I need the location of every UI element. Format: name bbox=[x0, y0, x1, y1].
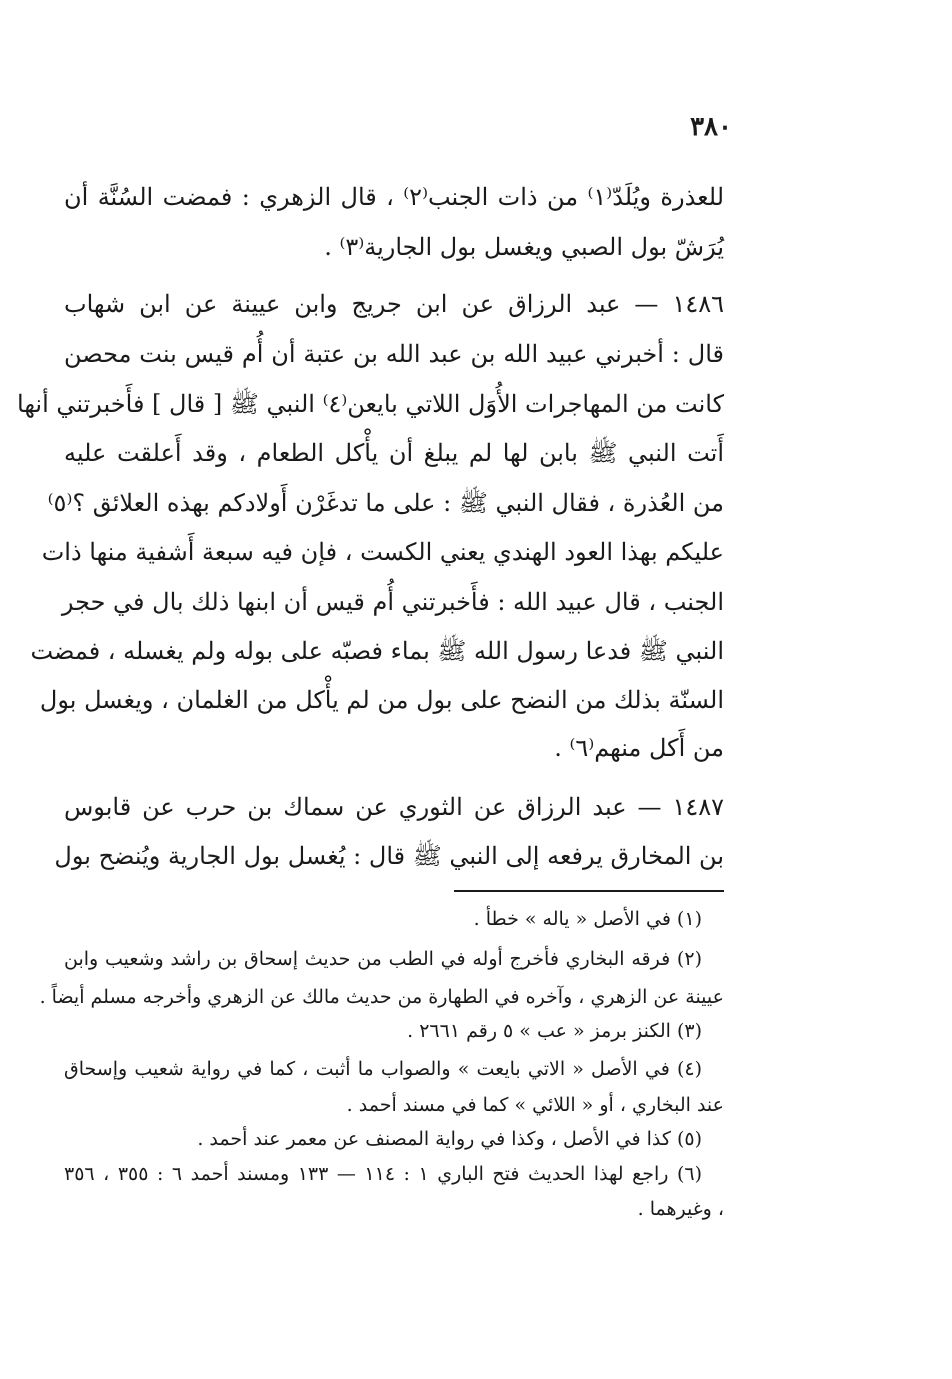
footnote: (١) في الأصل « ياله » خطأ . bbox=[473, 908, 702, 930]
footnote-separator bbox=[454, 890, 724, 892]
body-line: ١٤٨٧ — عبد الرزاق عن الثوري عن سماك بن حرب عن قابوس bbox=[64, 793, 724, 821]
body-line: أَتت النبي ﷺ بابن لها لم يبلغ أن يأْكل الطعام ، وقد أَعلقت عليه bbox=[64, 439, 724, 467]
footnote: (٦) راجع لهذا الحديث فتح الباري ١ : ١١٤ — ١٣٣ ومسند أحمد ٦ : ٣٥٥ ، ٣٥٦ bbox=[64, 1163, 703, 1185]
body-line: النبي ﷺ فدعا رسول الله ﷺ بماء فصبّه على بوله ولم يغسله ، فمضت bbox=[30, 637, 724, 665]
footnote: ، وغيرهما . bbox=[637, 1198, 724, 1220]
page-number: ٣٨٠ bbox=[690, 112, 732, 142]
footnote: (٤) في الأصل « الاتي بايعت » والصواب ما أثبت ، كما في رواية شعيب وإسحاق bbox=[64, 1058, 702, 1080]
footnote: (٢) فرقه البخاري فأخرج أوله في الطب من حديث إسحاق بن راشد وشعيب وابن bbox=[64, 948, 702, 970]
body-line: للعذرة ويُلَدّ⁽١⁾ من ذات الجنب⁽٢⁾ ، قال الزهري : فمضت السُنَّة أن bbox=[64, 183, 725, 211]
body-line: كانت من المهاجرات الأُوَل اللاتي بايعن⁽٤⁾ النبي ﷺ [ قال ] فأَخبرتني أنها bbox=[17, 390, 724, 418]
body-line: من أَكل منهم⁽٦⁾ . bbox=[554, 734, 724, 762]
footnote: عيينة عن الزهري ، وآخره في الطهارة من حديث مالك عن الزهري وأخرجه مسلم أيضاً . bbox=[39, 986, 724, 1008]
body-line: ١٤٨٦ — عبد الرزاق عن ابن جريج وابن عيينة عن ابن شهاب bbox=[64, 290, 724, 318]
body-line: عليكم بهذا العود الهندي يعني الكست ، فإن فيه سبعة أَشفية منها ذات bbox=[41, 538, 724, 566]
footnote: (٣) الكنز برمز « عب » ٥ رقم ٢٦٦١ . bbox=[407, 1020, 702, 1042]
footnote: عند البخاري ، أو « اللائي » كما في مسند أحمد . bbox=[346, 1094, 724, 1116]
body-line: قال : أخبرني عبيد الله بن عبد الله بن عتبة أن أُم قيس بنت محصن bbox=[64, 340, 724, 368]
footnote: (٥) كذا في الأصل ، وكذا في رواية المصنف عن معمر عند أحمد . bbox=[197, 1128, 702, 1150]
body-line: يُرَشّ بول الصبي ويغسل بول الجارية⁽٣⁾ . bbox=[324, 233, 724, 261]
body-line: من العُذرة ، فقال النبي ﷺ : على ما تدغَرْن أَولادكم بهذه العلائق ؟⁽٥⁾ bbox=[47, 489, 724, 517]
body-line: بن المخارق يرفعه إلى النبي ﷺ قال : يُغسل بول الجارية ويُنضح بول bbox=[54, 842, 724, 870]
body-line: الجنب ، قال عبيد الله : فأَخبرتني أُم قيس أن ابنها ذلك بال في حجر bbox=[61, 588, 724, 616]
body-line: السنّة بذلك من النضح على بول من لم يأْكل من الغلمان ، ويغسل بول bbox=[39, 686, 724, 714]
